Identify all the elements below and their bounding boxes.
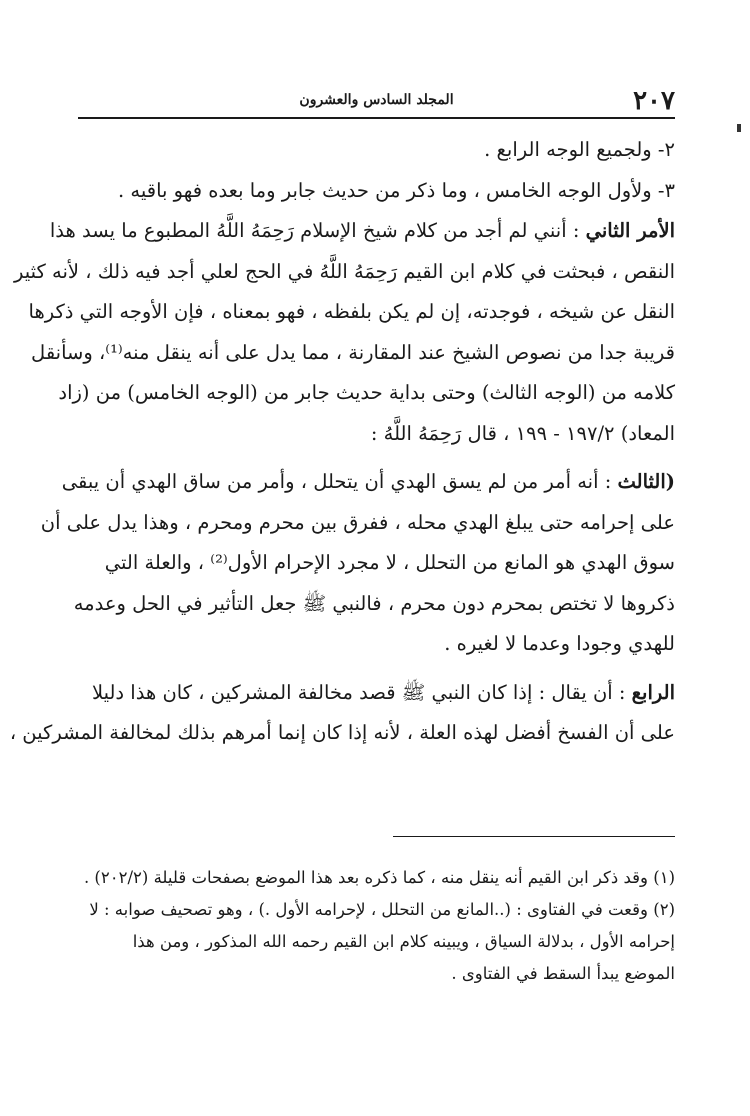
section-keyword: الرابع: [631, 680, 675, 704]
text-line: النقص ، فبحثت في كلام ابن القيم رَحِمَهُ اللَّهُ في الحج لعلي أجد فيه ذلك ، لأنه كثير: [13, 259, 675, 283]
footnote-line: (٢) وقعت في الفتاوى : (..المانع من التحلل ، لإحرامه الأول .) ، وهو تصحيف صوابه : لا: [89, 900, 675, 919]
volume-title: المجلد السادس والعشرون: [299, 92, 454, 108]
text-line: للهدي وجودا وعدما لا لغيره .: [444, 632, 675, 655]
text-line: كلامه من (الوجه الثالث) وحتى بداية حديث جابر من (الوجه الخامس) من (زاد: [58, 381, 675, 404]
margin-mark: [737, 124, 741, 132]
running-header: [78, 86, 675, 116]
text-line: سوق الهدي هو المانع من التحلل ، لا مجرد الإحرام الأول⁽²⁾ ، والعلة التي: [104, 551, 675, 574]
footnote-line: (١) وقد ذكر ابن القيم أنه ينقل منه ، كما ذكره بعد هذا الموضع بصفحات قليلة (٢٠٢/٢) .: [83, 868, 675, 887]
text-line: ٣- ولأول الوجه الخامس ، وما ذكر من حديث جابر وما بعده فهو باقيه .: [118, 178, 675, 202]
footnote-rule: [393, 836, 675, 837]
section-keyword: (الثالث: [617, 470, 675, 493]
text-line: ٢- ولجميع الوجه الرابع .: [484, 138, 675, 161]
page-number: ٢٠٧: [633, 86, 675, 116]
text-line: ذكروها لا تختص بمحرم دون محرم ، فالنبي ﷺ جعل التأثير في الحل وعدمه: [73, 591, 675, 615]
text-line: الأمر الثاني : أنني لم أجد من كلام شيخ الإسلام رَحِمَهُ اللَّهُ المطبوع ما يسد هذا: [49, 219, 675, 242]
section-keyword: الأمر الثاني: [585, 219, 675, 242]
text-line: المعاد) ١٩٧/٢ - ١٩٩ ، قال رَحِمَهُ اللَّهُ :: [370, 421, 675, 445]
footnotes: [78, 862, 675, 990]
text-line: على أن الفسخ أفضل لهذه العلة ، لأنه إذا كان إنما أمرهم بذلك لمخالفة المشركين ،: [9, 721, 675, 744]
text-line: الرابع : أن يقال : إذا كان النبي ﷺ قصد مخالفة المشركين ، كان هذا دليلا: [91, 680, 675, 704]
footnote-line: إحرامه الأول ، بدلالة السياق ، ويبينه كلام ابن القيم رحمه الله المذكور ، ومن هذا: [132, 932, 675, 951]
main-text: [9, 130, 675, 754]
text-line: النقل عن شيخه ، فوجدته، إن لم يكن بلفظه ، فهو بمعناه ، فإن الأوجه التي ذكرها: [28, 300, 675, 323]
footnote-line: الموضع يبدأ السقط في الفتاوى .: [451, 964, 675, 983]
text-line: قريبة جدا من نصوص الشيخ عند المقارنة ، مما يدل على أنه ينقل منه⁽¹⁾، وسأنقل: [31, 340, 675, 364]
text-line: على إحرامه حتى يبلغ الهدي محله ، ففرق بين محرم ومحرم ، وهذا يدل على أن: [40, 510, 675, 534]
text-line: (الثالث : أنه أمر من لم يسق الهدي أن يتحلل ، وأمر من ساق الهدي أن يبقى: [61, 470, 675, 493]
header-rule: [78, 117, 675, 119]
